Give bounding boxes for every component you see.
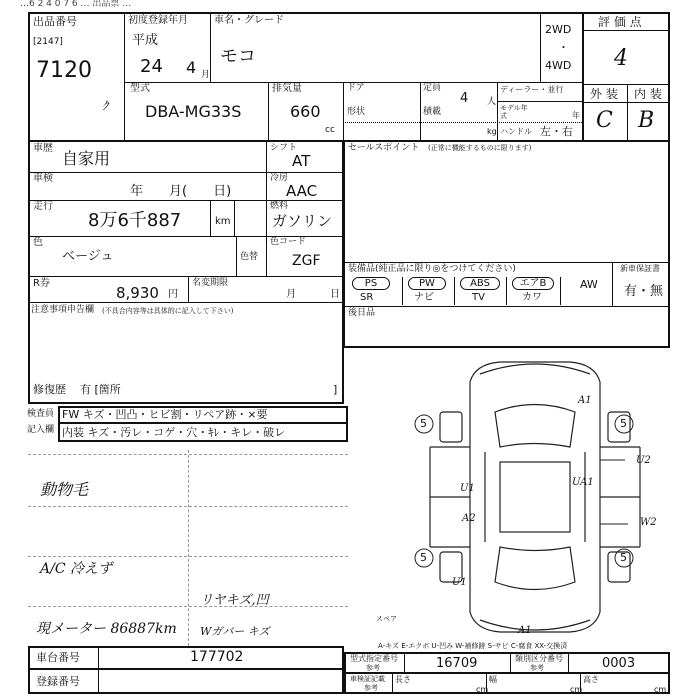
mark-5-tl: 5 — [420, 417, 427, 430]
displacement-label: 排気量 — [272, 83, 302, 94]
mileage-value: 8万6千887 — [88, 210, 182, 231]
cert-length-label: 長さ — [395, 675, 411, 684]
chassis-value: 177702 — [190, 649, 244, 665]
model-cert-value: 16709 — [436, 656, 478, 671]
car-name-label: 車名・グレード — [214, 15, 284, 26]
registration-label: 登録番号 — [36, 675, 80, 688]
recycle-value: 8,930 — [116, 284, 159, 302]
door-label: ドア — [347, 83, 365, 93]
equip-ps: PS — [352, 277, 390, 290]
equipment-label: 装備品 — [348, 264, 376, 274]
cert-width-label: 幅 — [489, 675, 497, 684]
notes-sub: (不具合内容等は具体的に記入して下さい) — [102, 307, 234, 315]
chassis-label: 車台番号 — [36, 651, 80, 664]
equip-sr: SR — [360, 292, 374, 303]
aircon-value: AAC — [286, 182, 318, 200]
mark-5-br: 5 — [620, 551, 627, 564]
first-reg-year: 24 — [140, 56, 163, 77]
inspection-value: 年 月( 日) — [130, 184, 232, 199]
mark-5-bl: 5 — [420, 551, 427, 564]
lot-label: 出品番号 — [33, 15, 77, 28]
cert-height-label: 高さ — [583, 675, 599, 684]
cert-label: 車検証記載 — [350, 675, 385, 683]
displacement-value: 660 — [290, 102, 321, 121]
mark-ua1: UA1 — [572, 477, 594, 488]
shape-label: 形状 — [347, 107, 366, 117]
drive-dot: ・ — [558, 41, 569, 54]
cert-height-unit: cm — [654, 685, 667, 694]
usage-value: 自家用 — [62, 149, 111, 168]
capacity-value: 4 — [460, 91, 469, 106]
handwritten-note-4: 現メーター 86887km — [36, 621, 177, 637]
interior-score: B — [638, 108, 655, 133]
equip-tv: TV — [472, 292, 485, 303]
sales-point-note: (正常に機能するものに限ります) — [428, 144, 532, 152]
first-reg-era: 平成 — [132, 33, 159, 48]
shift-label: シフト — [270, 143, 298, 153]
equipment-note: (純正品に限り◎をつけてください) — [375, 264, 516, 274]
handwritten-note-1: 動物毛 — [40, 480, 89, 499]
exterior-label: 外 装 — [590, 87, 618, 101]
handwritten-note-2: A/C 冷えず — [40, 561, 112, 577]
model-year-label: モデル年式 — [500, 104, 528, 120]
model-year-unit: 年 — [572, 111, 580, 120]
notes-label: 注意事項申告欄 — [31, 305, 95, 315]
inspection-label: 車検 — [33, 173, 53, 184]
name-change-label: 名変期限 — [192, 278, 229, 288]
fuel-value: ガソリン — [272, 212, 333, 230]
repaint-label: 色替 — [240, 252, 259, 262]
mark-a2: A2 — [462, 513, 476, 524]
name-change-day: 日 — [330, 289, 340, 300]
model-cert-label: 型式指定番号 — [350, 654, 398, 663]
equip-aw: AW — [580, 278, 598, 291]
mileage-unit: km — [215, 216, 231, 227]
class-no-value: 0003 — [602, 656, 636, 671]
handle-label: ハンドル — [500, 127, 532, 136]
cert-sub: 参考 — [364, 684, 378, 692]
color-value: ベージュ — [62, 249, 114, 264]
repair-bracket: ] — [333, 383, 338, 396]
recycle-label: R券 — [33, 278, 50, 289]
score-label: 評 価 点 — [598, 15, 642, 29]
warranty-value: 有・無 — [624, 284, 664, 299]
cert-length-unit: cm — [476, 685, 489, 694]
exterior-score: C — [596, 108, 613, 133]
interior-label: 内 装 — [634, 87, 662, 101]
model-value: DBA-MG33S — [145, 102, 242, 121]
warranty-label: 新車保証書 — [620, 264, 660, 273]
equip-airbag: エアB — [512, 277, 554, 290]
model-label: 型式 — [130, 83, 150, 94]
inspector-row2-text: 内装 キズ・汚レ・コゲ・穴・ｷﾚ・キレ・破レ — [62, 426, 286, 439]
displacement-unit: cc — [325, 125, 335, 135]
aircon-label: 冷房 — [270, 173, 289, 183]
car-damage-diagram — [400, 352, 670, 642]
repair-value: 有 [箇所 — [80, 383, 121, 396]
first-reg-month: 4 — [186, 58, 197, 77]
capacity-unit: 人 — [487, 97, 497, 107]
mark-u1: U1 — [460, 483, 475, 494]
mark-u1-rear: U1 — [452, 577, 467, 588]
mark-u2: U2 — [636, 455, 651, 466]
color-code-value: ZGF — [292, 253, 321, 269]
car-name-value: モコ — [220, 46, 256, 67]
name-change-month: 月 — [286, 289, 296, 300]
top-fragment: …6 2 4 0 7 6 … 出品票 … — [20, 0, 132, 9]
load-unit: kg — [487, 127, 497, 136]
spare-label: スペア — [376, 615, 397, 623]
recycle-unit: 円 — [168, 289, 178, 300]
drive-4wd: 4WD — [545, 59, 572, 72]
dealer-label: ディーラー・並行 — [500, 85, 564, 94]
equip-leather: カワ — [522, 292, 542, 303]
capacity-label: 定員 — [423, 83, 442, 93]
usage-label: 車歴 — [33, 143, 53, 154]
right-block — [344, 142, 670, 348]
color-code-label: 色コード — [270, 237, 307, 247]
fuel-label: 燃料 — [270, 201, 289, 211]
handle-value: 左・右 — [540, 125, 573, 138]
color-label: 色 — [33, 237, 43, 248]
equip-navi: ナビ — [414, 292, 434, 303]
mark-a1-rear: A1 — [518, 625, 532, 636]
equip-abs: ABS — [460, 277, 500, 290]
lot-number: 7120 — [36, 58, 92, 83]
mark-5-tr: 5 — [620, 417, 627, 430]
mileage-label: 走行 — [33, 201, 53, 212]
first-reg-label: 初度登録年月 — [128, 15, 188, 26]
handwritten-note-5: Wガバー キズ — [200, 625, 270, 638]
aftermarket-label: 後日品 — [348, 308, 376, 318]
drive-2wd: 2WD — [545, 23, 572, 36]
handwritten-note-3: リヤキズ,凹 — [200, 593, 269, 608]
lot-code: [2147] — [33, 37, 63, 47]
load-label: 積載 — [423, 107, 442, 117]
inspector-row1-text: FW キズ・凹凸・ヒビ割・リペア跡・×要 — [62, 408, 268, 421]
score-value: 4 — [614, 46, 628, 71]
class-no-sub: 参考 — [530, 664, 544, 672]
mark-a1-top: A1 — [578, 395, 592, 406]
inspector-label-1: 検査員 — [27, 409, 55, 419]
damage-legend: A-キズ E-エクボ U-凹み W-補修跡 S-サビ C-腐食 XX-交換済 — [378, 642, 568, 650]
model-cert-sub: 参考 — [366, 664, 380, 672]
equip-pw: PW — [408, 277, 446, 290]
sales-point-label: セールスポイント — [348, 143, 420, 153]
class-no-label: 類別区分番号 — [515, 654, 563, 663]
first-reg-month-unit: 月 — [201, 70, 211, 80]
lot-mark: ｸ — [102, 99, 109, 113]
mark-w2: W2 — [640, 517, 657, 528]
repair-label: 修復歴 — [33, 383, 66, 396]
inspector-label-2: 記入欄 — [27, 425, 55, 435]
shift-value: AT — [292, 152, 311, 170]
cert-width-unit: cm — [570, 685, 583, 694]
